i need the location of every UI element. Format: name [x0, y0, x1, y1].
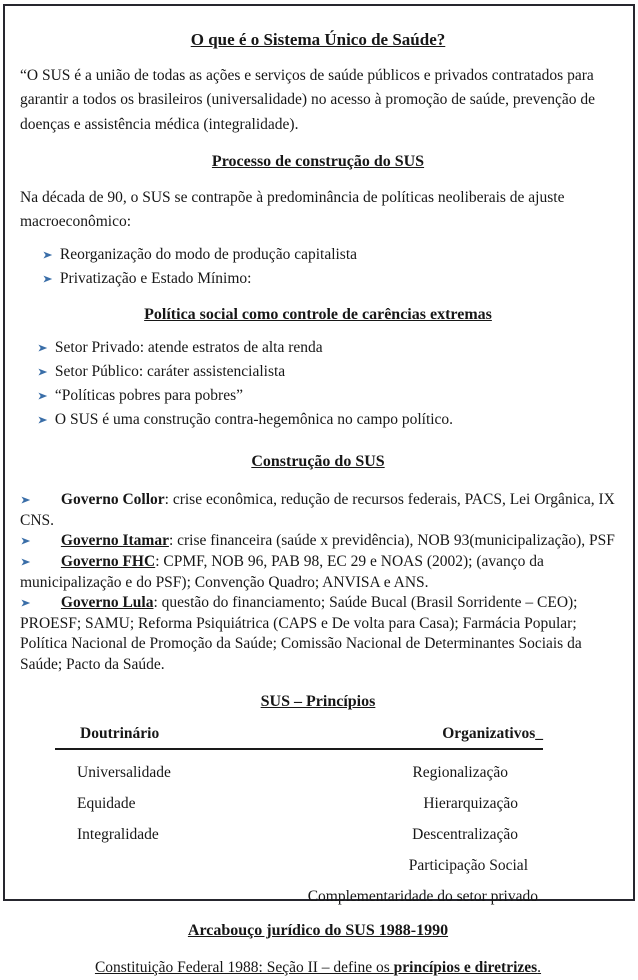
- bullet-text: O SUS é uma construção contra-hegemônica no campo político.: [54, 411, 454, 429]
- section-heading-construcao: Construção do SUS: [251, 452, 385, 470]
- bullet-text: Reorganização do modo de produção capitalista: [59, 245, 358, 263]
- gov-name: Governo Lula: [60, 594, 154, 612]
- bullet-list-politica: [37, 336, 616, 433]
- section-heading-politica-social: Política social como controle de carências extremas: [144, 306, 492, 324]
- intro-paragraph: “O SUS é a união de todas as ações e serviços de saúde públicos e privados contratados para garantir a todos os brasileiros (universalidade) no acesso à promoção de saúde, prevenção de doenças e assistência médica (integralidade).: [20, 66, 596, 133]
- constitution-line-suffix: .: [537, 958, 542, 976]
- arrow-bullet-icon: ➤: [37, 413, 48, 427]
- government-paragraphs: [20, 490, 616, 675]
- gov-name: Governo Collor: [60, 491, 165, 509]
- bullet-item: [37, 384, 616, 408]
- arrow-bullet-icon: ➤: [20, 534, 31, 548]
- principle-doutrinario: [55, 857, 297, 874]
- principles-row: [55, 812, 543, 843]
- constitution-line: [20, 956, 616, 980]
- bullet-item: [42, 243, 616, 267]
- bullet-text: Setor Público: caráter assistencialista: [54, 362, 286, 380]
- bullet-text: “Políticas pobres para pobres”: [54, 387, 243, 405]
- constitution-line-prefix: Constituição Federal 1988: Seção II – define os: [94, 958, 394, 976]
- arrow-bullet-icon: ➤: [37, 389, 48, 403]
- bullet-text: Privatização e Estado Mínimo:: [59, 269, 252, 287]
- principle-organizativo: Descentralização: [412, 826, 518, 844]
- bullet-item: [37, 336, 616, 360]
- section-heading-processo: Processo de construção do SUS: [211, 153, 425, 170]
- principle-doutrinario: Equidade: [77, 795, 136, 813]
- gov-name: Governo Itamar: [60, 532, 169, 550]
- gov-paragraph-itamar: [20, 531, 616, 552]
- bullet-text: Setor Privado: atende estratos de alta renda: [54, 338, 323, 356]
- gov-paragraph-lula: [20, 593, 616, 675]
- principles-row: [55, 843, 543, 874]
- bullet-item: [37, 408, 616, 432]
- lead-paragraph: Na década de 90, o SUS se contrapõe à predominância de políticas neoliberais de ajuste macroeconômico:: [20, 188, 565, 230]
- gov-paragraph-collor: [20, 490, 616, 531]
- gov-text: : CPMF, NOB 96, PAB 98, EC 29 e NOAS (2002); (avanço da municipalização e do PSF); Convenção Quadro; ANVISA e ANS.: [20, 553, 544, 591]
- principle-organizativo: Participação Social: [408, 857, 528, 875]
- arrow-bullet-icon: ➤: [42, 272, 53, 285]
- principles-header-row: [55, 723, 543, 750]
- principle-organizativo: Complementaridade do setor privado: [307, 888, 538, 906]
- gov-text: : crise econômica, redução de recursos federais, PACS, Lei Orgânica, IX CNS.: [20, 491, 615, 529]
- principle-doutrinario: Integralidade: [77, 826, 159, 844]
- column-header-organizativos: Organizativos_: [442, 725, 543, 743]
- principle-organizativo: Hierarquização: [423, 795, 518, 813]
- section-heading-arcabouco: Arcabouço jurídico do SUS 1988-1990: [187, 922, 449, 940]
- principles-row: [55, 781, 543, 812]
- gov-text: : questão do financiamento; Saúde Bucal (Brasil Sorridente – CEO); PROESF; SAMU; Reforma Psiquiátrica (CAPS e De volta para Casa); Farmácia Popular; Política Nacional de Promoção da Saúde; Comissão Nacional de Determinantes Sociais da Saúde; Pacto da Saúde.: [20, 594, 582, 674]
- bullet-list-processo: [42, 243, 616, 292]
- arrow-bullet-icon: ➤: [20, 493, 31, 507]
- principle-doutrinario: Universalidade: [77, 764, 171, 782]
- bullet-item: [37, 360, 616, 384]
- principles-row: [55, 750, 543, 781]
- principles-row: [55, 874, 543, 905]
- gov-paragraph-fhc: [20, 552, 616, 593]
- principle-organizativo: Regionalização: [412, 764, 508, 782]
- constitution-line-bold: princípios e diretrizes: [393, 958, 538, 976]
- doc-title: O que é o Sistema Único de Saúde?: [190, 30, 446, 49]
- arrow-bullet-icon: ➤: [37, 365, 48, 378]
- arrow-bullet-icon: ➤: [42, 247, 53, 261]
- column-header-doutrinario: Doutrinário: [80, 725, 160, 743]
- gov-name: Governo FHC: [60, 553, 156, 571]
- bullet-item: [42, 267, 616, 291]
- arrow-bullet-icon: ➤: [20, 555, 31, 569]
- gov-text: : crise financeira (saúde x previdência), NOB 93(municipalização), PSF: [168, 532, 615, 550]
- section-heading-principios: SUS – Princípios: [260, 692, 376, 710]
- arrow-bullet-icon: ➤: [37, 340, 48, 354]
- arrow-bullet-icon: ➤: [20, 596, 31, 610]
